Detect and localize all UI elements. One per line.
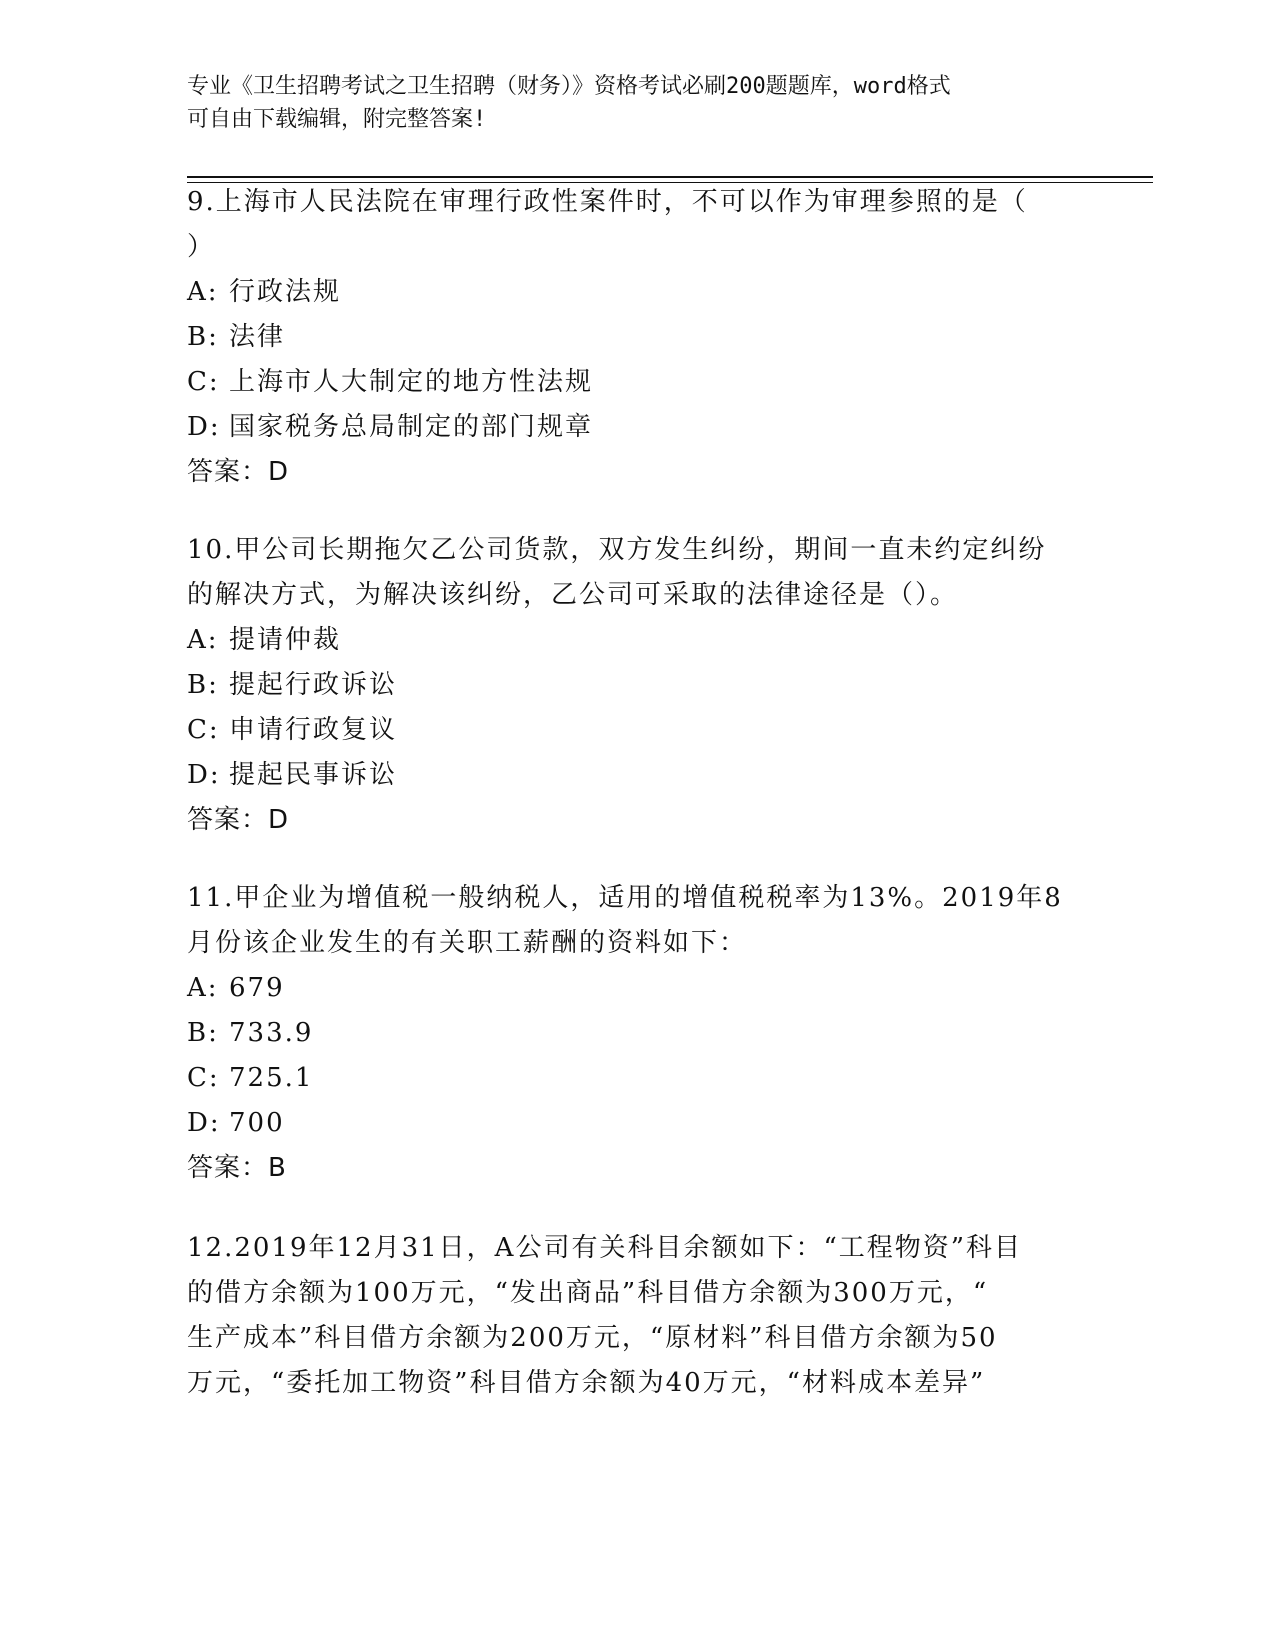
option-text: 733.9 [229, 1018, 314, 1048]
option-text: 700 [229, 1108, 285, 1138]
question-12 [187, 1226, 1087, 1406]
option-b [187, 1011, 1087, 1056]
option-c [187, 1056, 1087, 1101]
option-c [187, 360, 1087, 405]
question-stem-line: 万元，“委托加工物资”科目借方余额为40万元，“材料成本差异” [187, 1368, 986, 1398]
option-d [187, 1101, 1087, 1146]
answer-line: 答案：B [187, 1153, 287, 1183]
question-9 [187, 180, 1087, 495]
option-text: 725.1 [229, 1063, 314, 1093]
option-text: 国家税务总局制定的部门规章 [229, 412, 594, 442]
header-line-1: 专业《卫生招聘考试之卫生招聘（财务）》资格考试必刷200题题库，word格式 [187, 74, 951, 99]
option-text: 提起行政诉讼 [229, 670, 398, 700]
option-b [187, 315, 1087, 360]
question-stem-line: 10.甲公司长期拖欠乙公司货款，双方发生纠纷，期间一直未约定纠纷 [187, 535, 1047, 565]
option-a [187, 270, 1087, 315]
option-key: D: [187, 760, 221, 790]
option-a [187, 618, 1087, 663]
question-stem-line: 的借方余额为100万元，“发出商品”科目借方余额为300万元，“ [187, 1278, 989, 1308]
option-text: 法律 [229, 322, 286, 352]
answer-line: 答案：D [187, 457, 290, 487]
question-stem-line: 生产成本”科目借方余额为200万元，“原材料”科目借方余额为50 [187, 1323, 998, 1353]
question-stem-line: ） [187, 232, 216, 262]
header-line-2: 可自由下载编辑，附完整答案! [187, 107, 487, 132]
option-key: B: [187, 1018, 219, 1048]
answer-line: 答案：D [187, 805, 290, 835]
option-key: C: [187, 367, 220, 397]
question-stem-line: 12.2019年12月31日，A公司有关科目余额如下：“工程物资”科目 [187, 1233, 1023, 1263]
option-text: 上海市人大制定的地方性法规 [229, 367, 594, 397]
option-text: 行政法规 [229, 277, 342, 307]
option-key: B: [187, 322, 219, 352]
option-key: A: [187, 973, 219, 1003]
option-key: C: [187, 715, 220, 745]
option-d [187, 753, 1087, 798]
option-a [187, 966, 1087, 1011]
option-text: 679 [229, 973, 285, 1003]
option-d [187, 405, 1087, 450]
option-c [187, 708, 1087, 753]
question-11 [187, 876, 1087, 1191]
option-key: A: [187, 625, 219, 655]
option-text: 申请行政复议 [229, 715, 398, 745]
option-key: D: [187, 1108, 221, 1138]
option-key: B: [187, 670, 219, 700]
option-b [187, 663, 1087, 708]
header-rule-thick [187, 176, 1153, 178]
option-text: 提起民事诉讼 [229, 760, 398, 790]
option-key: A: [187, 277, 219, 307]
question-stem-line: 9.上海市人民法院在审理行政性案件时，不可以作为审理参照的是（ [187, 187, 1028, 217]
option-key: D: [187, 412, 221, 442]
option-text: 提请仲裁 [229, 625, 342, 655]
question-stem-line: 11.甲企业为增值税一般纳税人，适用的增值税税率为13%。2019年8 [187, 883, 1063, 913]
option-key: C: [187, 1063, 220, 1093]
document-header [187, 70, 1067, 136]
question-stem-line: 的解决方式，为解决该纠纷，乙公司可采取的法律途径是（）。 [187, 580, 959, 610]
question-stem-line: 月份该企业发生的有关职工薪酬的资料如下： [187, 928, 748, 958]
question-10 [187, 528, 1087, 843]
